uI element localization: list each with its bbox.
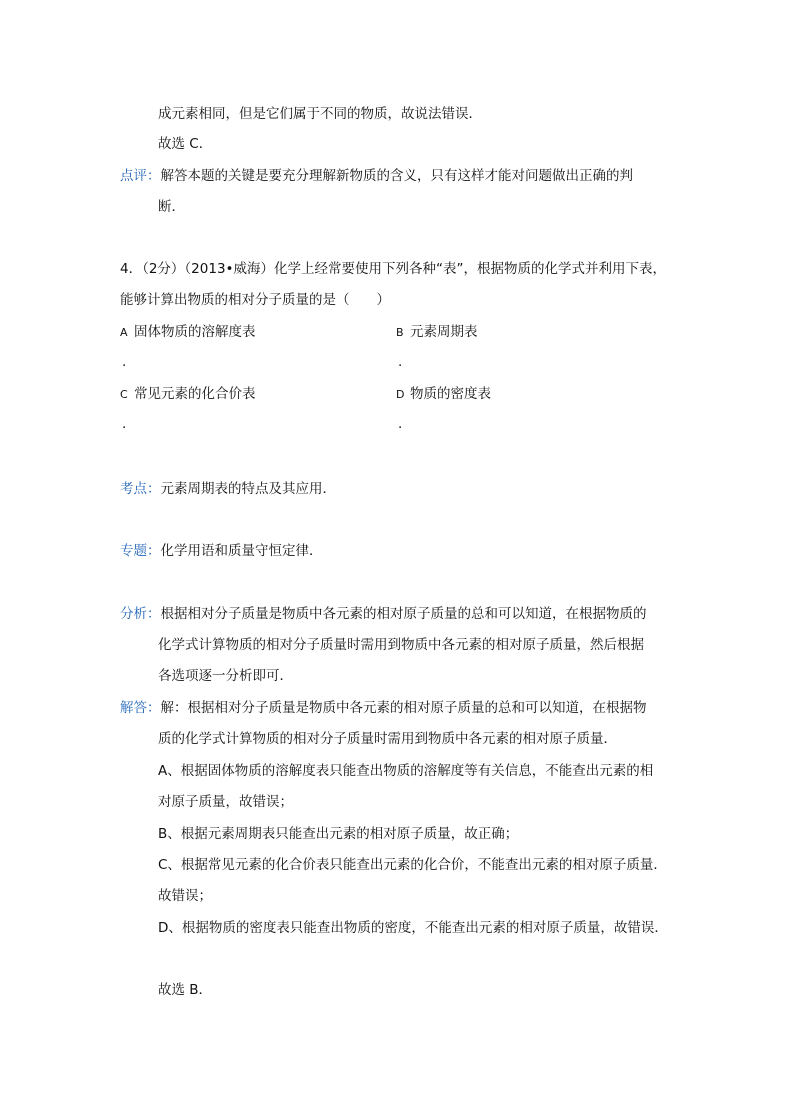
jieda-line-2: 质的化学式计算物质的相对分子质量时需用到物质中各元素的相对原子质量． [158,731,617,747]
jieda-line-6: C、根据常见元素的化合价表只能查出元素的化合价，不能查出元素的相对原子质量． [158,857,667,873]
option-c-text: 常见元素的化合价表 [134,386,256,402]
fenxi-line-1: 根据相对分子质量是物质中各元素的相对原子质量的总和可以知道，在根据物质的 [160,606,647,622]
zhuanti-text: 化学用语和质量守恒定律． [160,543,323,559]
fenxi-section [120,604,647,624]
kaodian-label: 考点： [120,481,161,497]
option-a-text: 固体物质的溶解度表 [134,324,256,340]
review-label: 点评： [120,168,161,184]
jieda-line-1: 解：根据相对分子质量是物质中各元素的相对原子质量的总和可以知道，在根据物 [160,700,647,716]
option-a-dot: . [122,354,127,370]
option-b-dot: . [398,354,403,370]
kaodian-text: 元素周期表的特点及其应用． [160,481,336,497]
option-b [396,322,478,343]
fenxi-line-2: 化学式计算物质的相对分子质量时需用到物质中各元素的相对原子质量，然后根据 [158,637,644,653]
jieda-line-5: B、根据元素周期表只能查出元素的相对原子质量，故正确； [158,826,519,842]
option-b-text: 元素周期表 [410,324,478,340]
question-stem-line-1: 4．（2分）（2013•威海）化学上经常要使用下列各种“表”，根据物质的化学式并利用下表， [120,261,666,277]
option-d [396,384,491,405]
final-answer: 故选 B． [158,982,213,998]
jieda-line-8: D、根据物质的密度表只能查出物质的密度，不能查出元素的相对原子质量，故错误． [158,920,668,936]
option-a [120,322,256,343]
previous-answer-choice: 故选 C． [158,136,213,152]
option-c [120,384,256,405]
kaodian-section [120,479,336,499]
option-d-text: 物质的密度表 [410,386,491,402]
zhuanti-label: 专题： [120,543,161,559]
question-stem-line-2: 能够计算出物质的相对分子质量的是（ ） [120,292,390,308]
option-d-dot: . [398,416,403,432]
zhuanti-section [120,541,323,561]
review-text-line-1: 解答本题的关键是要充分理解新物质的含义，只有这样才能对问题做出正确的判 [160,168,633,184]
jieda-line-7: 故错误； [158,888,212,904]
jieda-label: 解答： [120,700,161,716]
jieda-line-4: 对原子质量，故错误； [158,794,293,810]
fenxi-line-3: 各选项逐一分析即可． [158,668,293,684]
jieda-line-3: A、根据固体物质的溶解度表只能查出物质的溶解度等有关信息，不能查出元素的相 [158,763,654,779]
jieda-section [120,698,647,718]
review-section [120,166,633,186]
option-c-letter: C [120,388,128,401]
option-c-dot: . [122,416,127,432]
option-b-letter: B [396,326,404,339]
option-a-letter: A [120,326,128,339]
fenxi-label: 分析： [120,606,161,622]
review-text-line-2: 断． [158,199,185,215]
previous-answer-continuation: 成元素相同，但是它们属于不同的物质，故说法错误． [158,106,482,122]
option-d-letter: D [396,388,405,401]
